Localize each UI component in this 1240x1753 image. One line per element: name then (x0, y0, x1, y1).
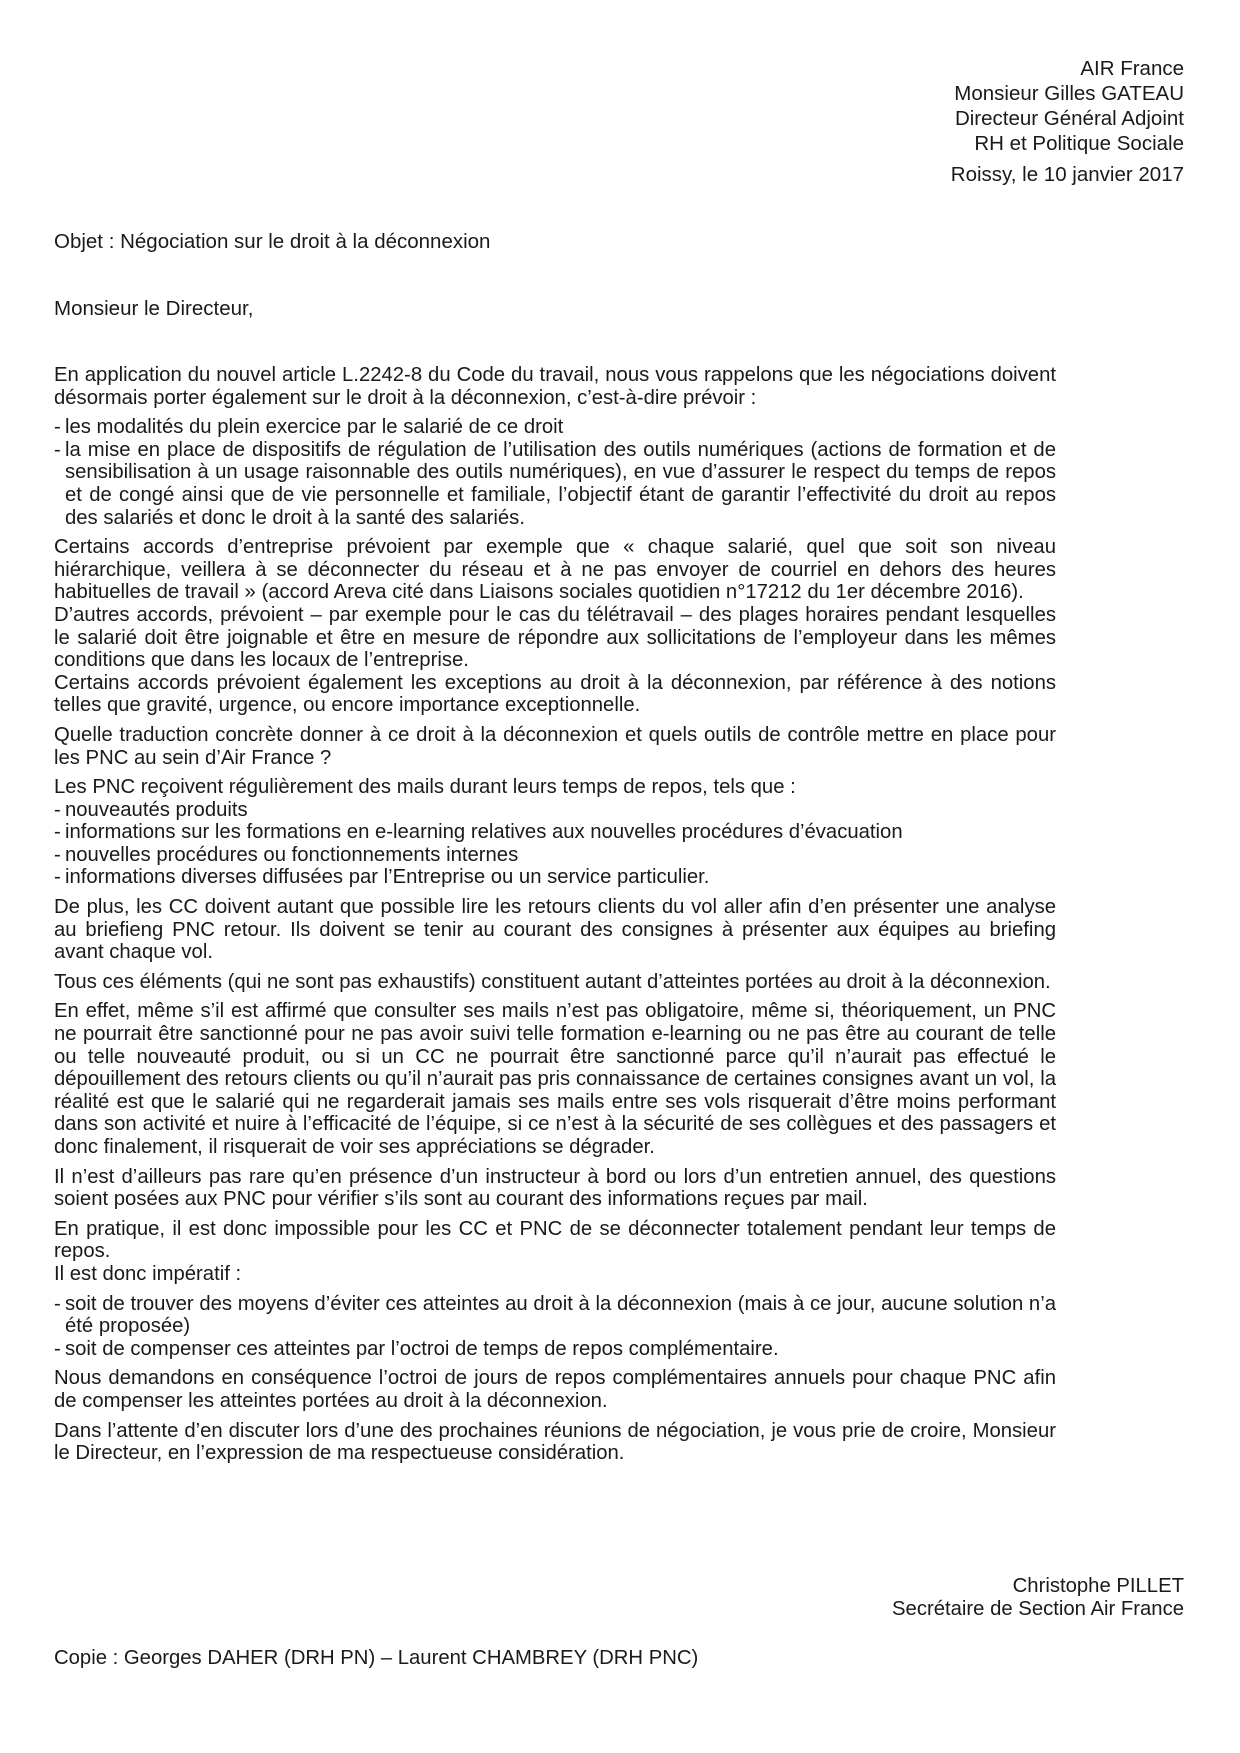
signatory-name: Christophe PILLET (1012, 1575, 1184, 1597)
signatory-title: Secrétaire de Section Air France (892, 1598, 1184, 1620)
salutation: Monsieur le Directeur, (54, 297, 254, 320)
paragraph: D’autres accords, prévoient – par exemple pour le cas du télétravail – des plages horaires pendant lesquelles le salarié doit être joignable et être en mesure de répondre aux sollicitations de l’employeur dans les mêmes conditions que dans les locaux de l’entreprise. (54, 603, 1056, 672)
list-item: - informations sur les formations en e-learning relatives aux nouvelles procédures d’évacuation (54, 821, 1056, 844)
list-item: - la mise en place de dispositifs de régulation de l’utilisation des outils numériques (actions de formation et de sensibilisation à un usage raisonnable des outils numériques), en vue d’assurer le respect du temps de repos et de congé ainsi que de vie personnelle et familiale, l’objectif étant de garantir l’effectivité du droit au repos des salariés et donc le droit à la santé des salariés. (54, 439, 1056, 529)
signature-block (892, 1575, 1184, 1621)
paragraph: De plus, les CC doivent autant que possible lire les retours clients du vol aller afin d’en présenter une analyse au briefieng PNC retour. Ils doivent se tenir au courant des consignes à présenter aux équipes au briefing avant chaque vol. (54, 896, 1056, 964)
list-item: - soit de trouver des moyens d’éviter ces atteintes au droit à la déconnexion (mais à ce jour, aucune solution n’a été proposée) (54, 1293, 1056, 1338)
list-options (54, 1293, 1056, 1361)
recipient-name: Monsieur Gilles GATEAU (954, 82, 1184, 105)
list-mail-types (54, 799, 1056, 889)
paragraph: En pratique, il est donc impossible pour les CC et PNC de se déconnecter totalement pendant leur temps de repos. (54, 1217, 1056, 1263)
closing-paragraph: Dans l’attente d’en discuter lors d’une des prochaines réunions de négociation, je vous prie de croire, Monsieur le Directeur, en l’expression de ma respectueuse considération. (54, 1419, 1056, 1465)
letter-subject: Objet : Négociation sur le droit à la déconnexion (54, 230, 491, 253)
paragraph: Certains accords d’entreprise prévoient par exemple que « chaque salarié, quel que soit son niveau hiérarchique, veillera à se déconnecter du réseau et à ne pas envoyer de courriel en dehors des heures habituelles de travail » (accord Areva cité dans Liaisons sociales quotidien n°17212 du 1er décembre 2016). (54, 536, 1056, 604)
paragraph: Il est donc impératif : (54, 1262, 242, 1285)
list-requirements (54, 416, 1056, 529)
list-item: - nouveautés produits (54, 799, 1056, 822)
paragraph: En application du nouvel article L.2242-8 du Code du travail, nous vous rappelons que les négociations doivent désormais porter également sur le droit à la déconnexion, c’est-à-dire prévoir : (54, 364, 1056, 409)
list-item: - nouvelles procédures ou fonctionnements internes (54, 844, 1056, 867)
paragraph: Nous demandons en conséquence l’octroi de jours de repos complémentaires annuels pour chaque PNC afin de compenser les atteintes portées au droit à la déconnexion. (54, 1367, 1056, 1412)
paragraph: En effet, même s’il est affirmé que consulter ses mails n’est pas obligatoire, même si, théoriquement, un PNC ne pourrait être sanctionné pour ne pas avoir suivi telle formation e-learning ou ne pas être au courant de telle ou telle nouveauté produit, ou si un CC ne pourrait être sanctionné parce qu’il n’aurait pas effectué le dépouillement des retours clients ou qu’il n’aurait pas pris connaissance de certaines consignes avant un vol, la réalité est que le salarié qui ne regarderait jamais ses mails entre ses vols risquerait d’être moins performant dans son activité et nuire à l’efficacité de l’équipe, si ce n’est à la sécurité de ses collègues et des passagers et donc finalement, il risquerait de voir ses appréciations se dégrader. (54, 1000, 1056, 1158)
paragraph: Il n’est d’ailleurs pas rare qu’en présence d’un instructeur à bord ou lors d’un entretien annuel, des questions soient posées aux PNC pour vérifier s’ils sont au courant des informations reçues par mail. (54, 1165, 1056, 1211)
list-item: - les modalités du plein exercice par le salarié de ce droit (54, 416, 1056, 439)
paragraph: Les PNC reçoivent régulièrement des mails durant leurs temps de repos, tels que : (54, 776, 796, 799)
letter-body (54, 364, 1056, 1472)
recipient-company: AIR France (1080, 57, 1184, 80)
paragraph: Certains accords prévoient également les exceptions au droit à la déconnexion, par référence à des notions telles que gravité, urgence, ou encore importance exceptionnelle. (54, 671, 1056, 717)
list-item: - informations diverses diffusées par l’Entreprise ou un service particulier. (54, 866, 1056, 889)
letter-date: Roissy, le 10 janvier 2017 (950, 163, 1184, 186)
copy-recipients: Copie : Georges DAHER (DRH PN) – Laurent CHAMBREY (DRH PNC) (54, 1647, 699, 1669)
recipient-role: Directeur Général Adjoint (954, 107, 1184, 130)
recipient-address (954, 56, 1184, 156)
paragraph: Tous ces éléments (qui ne sont pas exhaustifs) constituent autant d’atteintes portées au droit à la déconnexion. (54, 970, 1051, 993)
recipient-department: RH et Politique Sociale (974, 132, 1184, 155)
list-item: - soit de compenser ces atteintes par l’octroi de temps de repos complémentaire. (54, 1338, 1056, 1361)
paragraph: Quelle traduction concrète donner à ce droit à la déconnexion et quels outils de contrôle mettre en place pour les PNC au sein d’Air France ? (54, 723, 1056, 769)
